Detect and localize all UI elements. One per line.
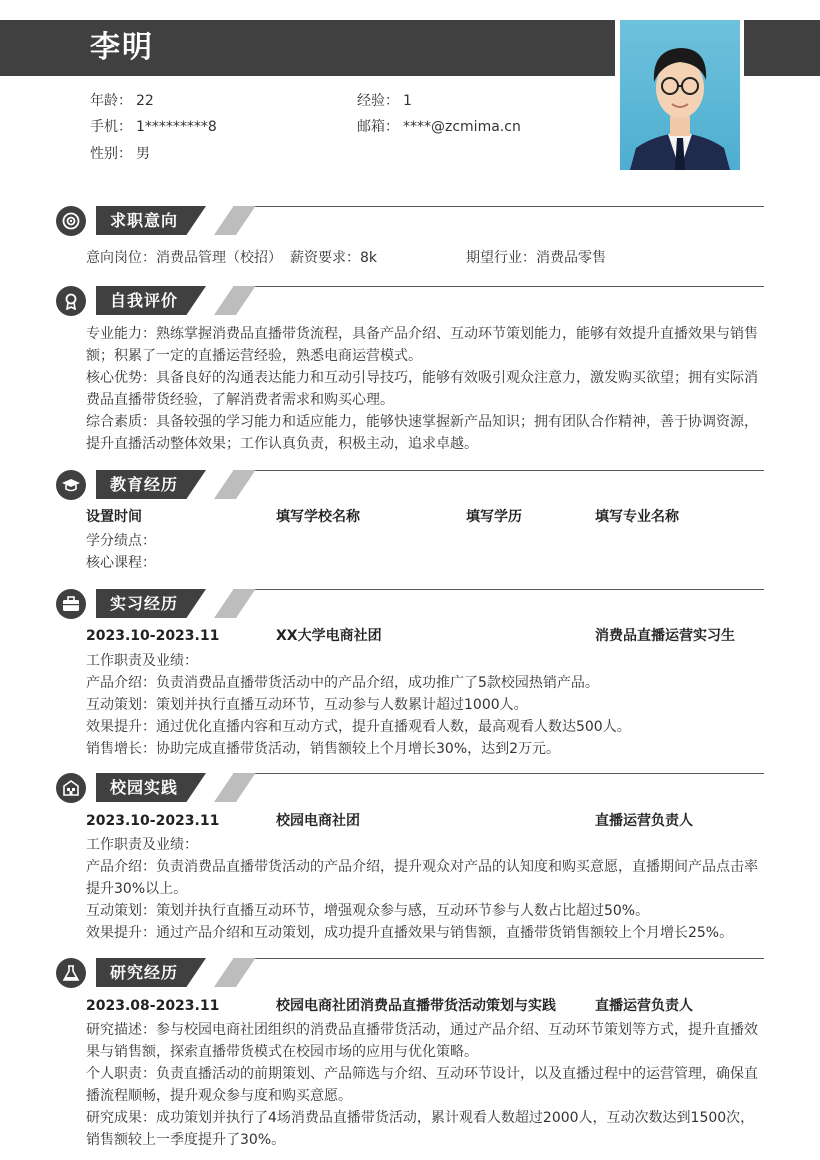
section-header-education [56, 470, 764, 504]
section-header-intent [56, 206, 764, 240]
section-title: 求职意向 [110, 211, 179, 230]
profile-photo [620, 20, 740, 170]
target-icon [56, 206, 86, 236]
education-row: 设置时间 填写学校名称 填写学历 填写专业名称 [86, 509, 679, 525]
education-gpa: 学分绩点： [86, 533, 156, 549]
award-icon [56, 286, 86, 316]
section-header-campus [56, 773, 764, 807]
info-age: 年龄： 22 [90, 93, 154, 109]
section-title: 实习经历 [110, 594, 179, 613]
campus-line: 效果提升：通过产品介绍和互动策划，成功提升直播效果与销售额，直播带货销售额较上个月增长25%。 [86, 925, 734, 941]
info-experience: 经验： 1 [357, 93, 412, 109]
section-header-intern [56, 589, 764, 623]
flask-icon [56, 958, 86, 988]
education-courses: 核心课程： [86, 555, 156, 571]
research-row: 2023.08-2023.11 校园电商社团消费品直播带货活动策划与实践 直播运营负责人 [86, 998, 693, 1014]
section-header-research [56, 958, 764, 992]
campus-line: 产品介绍：负责消费品直播带货活动的产品介绍，提升观众对产品的认知度和购买意愿，直播期间产品点击率提升30%以上。 [86, 859, 758, 897]
intern-row: 2023.10-2023.11 XX大学电商社团 消费品直播运营实习生 [86, 628, 735, 644]
section-title: 研究经历 [110, 963, 179, 982]
intern-line: 销售增长：协助完成直播带货活动，销售额较上个月增长30%，达到2万元。 [86, 741, 561, 757]
school-building-icon [56, 773, 86, 803]
section-title: 校园实践 [110, 778, 179, 797]
campus-line: 工作职责及业绩： [86, 837, 198, 853]
campus-line: 互动策划：策划并执行直播互动环节，增强观众参与感，互动环节参与人数占比超过50%。 [86, 903, 650, 919]
research-line: 个人职责：负责直播活动的前期策划、产品筛选与介绍、互动环节设计，以及直播过程中的运营管理，确保直播流程顺畅，提升观众参与度和购买意愿。 [86, 1066, 758, 1104]
self-para-1: 专业能力：熟练掌握消费品直播带货流程，具备产品介绍、互动环节策划能力，能够有效提升直播效果与销售额；积累了一定的直播运营经验，熟悉电商运营模式。 [86, 326, 758, 364]
self-para-2: 核心优势：具备良好的沟通表达能力和互动引导技巧，能够有效吸引观众注意力，激发购买欲望；拥有实际消费品直播带货经验，了解消费者需求和购买心理。 [86, 370, 758, 408]
info-gender: 性别： 男 [90, 146, 150, 162]
self-para-3: 综合素质：具备较强的学习能力和适应能力，能够快速掌握新产品知识；拥有团队合作精神，善于协调资源，提升直播活动整体效果；工作认真负责，积极主动，追求卓越。 [86, 414, 758, 452]
intern-line: 产品介绍：负责消费品直播带货活动中的产品介绍，成功推广了5款校园热销产品。 [86, 675, 599, 691]
campus-row: 2023.10-2023.11 校园电商社团 直播运营负责人 [86, 813, 693, 829]
intern-line: 工作职责及业绩： [86, 653, 198, 669]
candidate-name: 李明 [90, 30, 154, 65]
intern-line: 效果提升：通过优化直播内容和互动方式，提升直播观看人数，最高观看人数达500人。 [86, 719, 631, 735]
section-title: 教育经历 [110, 475, 179, 494]
section-header-self [56, 286, 764, 320]
research-line: 研究描述：参与校园电商社团组织的消费品直播带货活动，通过产品介绍、互动环节策划等方式，提升直播效果与销售额，探索直播带货模式在校园市场的应用与优化策略。 [86, 1022, 758, 1060]
section-title: 自我评价 [110, 291, 179, 310]
briefcase-icon [56, 589, 86, 619]
graduation-cap-icon [56, 470, 86, 500]
research-line: 研究成果：成功策划并执行了4场消费品直播带货活动，累计观看人数超过2000人，互动次数达到1500次，销售额较上一季度提升了30%。 [86, 1110, 755, 1148]
info-phone: 手机： 1*********8 [90, 119, 217, 135]
info-email: 邮箱： ****@zcmima.cn [357, 119, 521, 135]
intern-line: 互动策划：策划并执行直播互动环节，互动参与人数累计超过1000人。 [86, 697, 528, 713]
intent-row: 意向岗位：消费品管理（校招） 薪资要求：8k 期望行业：消费品零售 [86, 250, 606, 266]
header-band-right [744, 20, 820, 76]
